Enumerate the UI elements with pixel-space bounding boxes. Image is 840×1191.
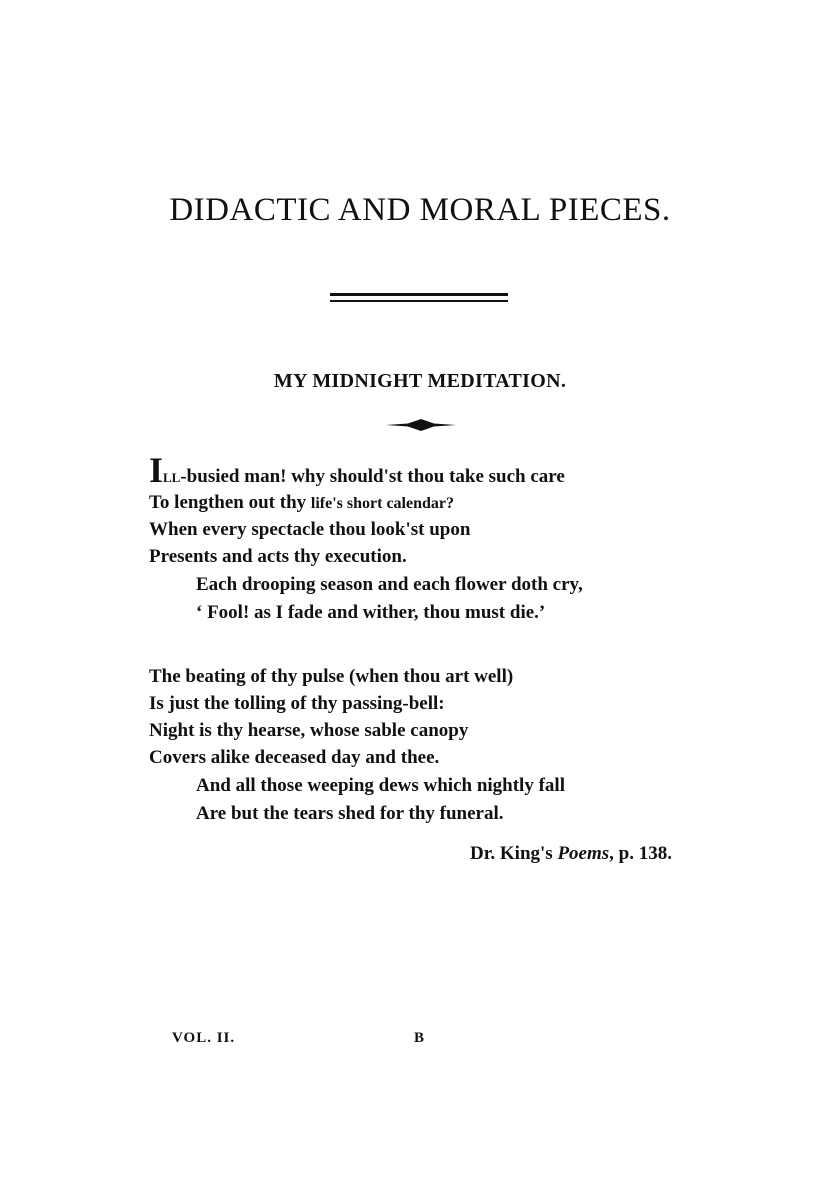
double-rule-bottom xyxy=(330,300,508,302)
poem-line-1 xyxy=(149,450,565,490)
poem-line-9: Night is thy hearse, whose sable canopy xyxy=(149,720,469,741)
poem-line-7: The beating of thy pulse (when thou art well) xyxy=(149,666,514,687)
dropcap: I xyxy=(149,450,164,490)
volume-label: VOL. II. xyxy=(172,1030,236,1046)
poem-line-5: Each drooping season and each flower doth cry, xyxy=(196,574,583,595)
line-text: -busied man! why should'st thou take such care xyxy=(180,466,565,487)
section-heading: DIDACTIC AND MORAL PIECES. xyxy=(169,192,671,228)
ornament-dash-icon xyxy=(386,418,456,432)
poem-line-3: When every spectacle thou look'st upon xyxy=(149,519,471,540)
poem-line-2 xyxy=(149,491,454,516)
signature-mark: B xyxy=(414,1030,425,1046)
citation-page: , p. 138. xyxy=(609,843,672,864)
poem-line-8: Is just the tolling of thy passing-bell: xyxy=(149,693,445,714)
poem-line-10: Covers alike deceased day and thee. xyxy=(149,747,440,768)
citation-work: Poems xyxy=(557,843,610,864)
line-text-small: life's short calendar? xyxy=(310,495,454,512)
poem-line-4: Presents and acts thy execution. xyxy=(149,546,407,567)
citation-author: Dr. King's xyxy=(469,843,558,864)
smallcaps-text: ll xyxy=(163,466,181,487)
poem-line-12: Are but the tears shed for thy funeral. xyxy=(196,803,504,824)
line-text: To lengthen out thy xyxy=(149,492,311,513)
poem-title: MY MIDNIGHT MEDITATION. xyxy=(273,370,567,392)
double-rule-top xyxy=(330,293,508,296)
poem-line-11: And all those weeping dews which nightly fall xyxy=(196,775,565,796)
poem-line-6: ‘ Fool! as I fade and wither, thou must die.’ xyxy=(196,602,546,623)
citation xyxy=(470,843,672,865)
